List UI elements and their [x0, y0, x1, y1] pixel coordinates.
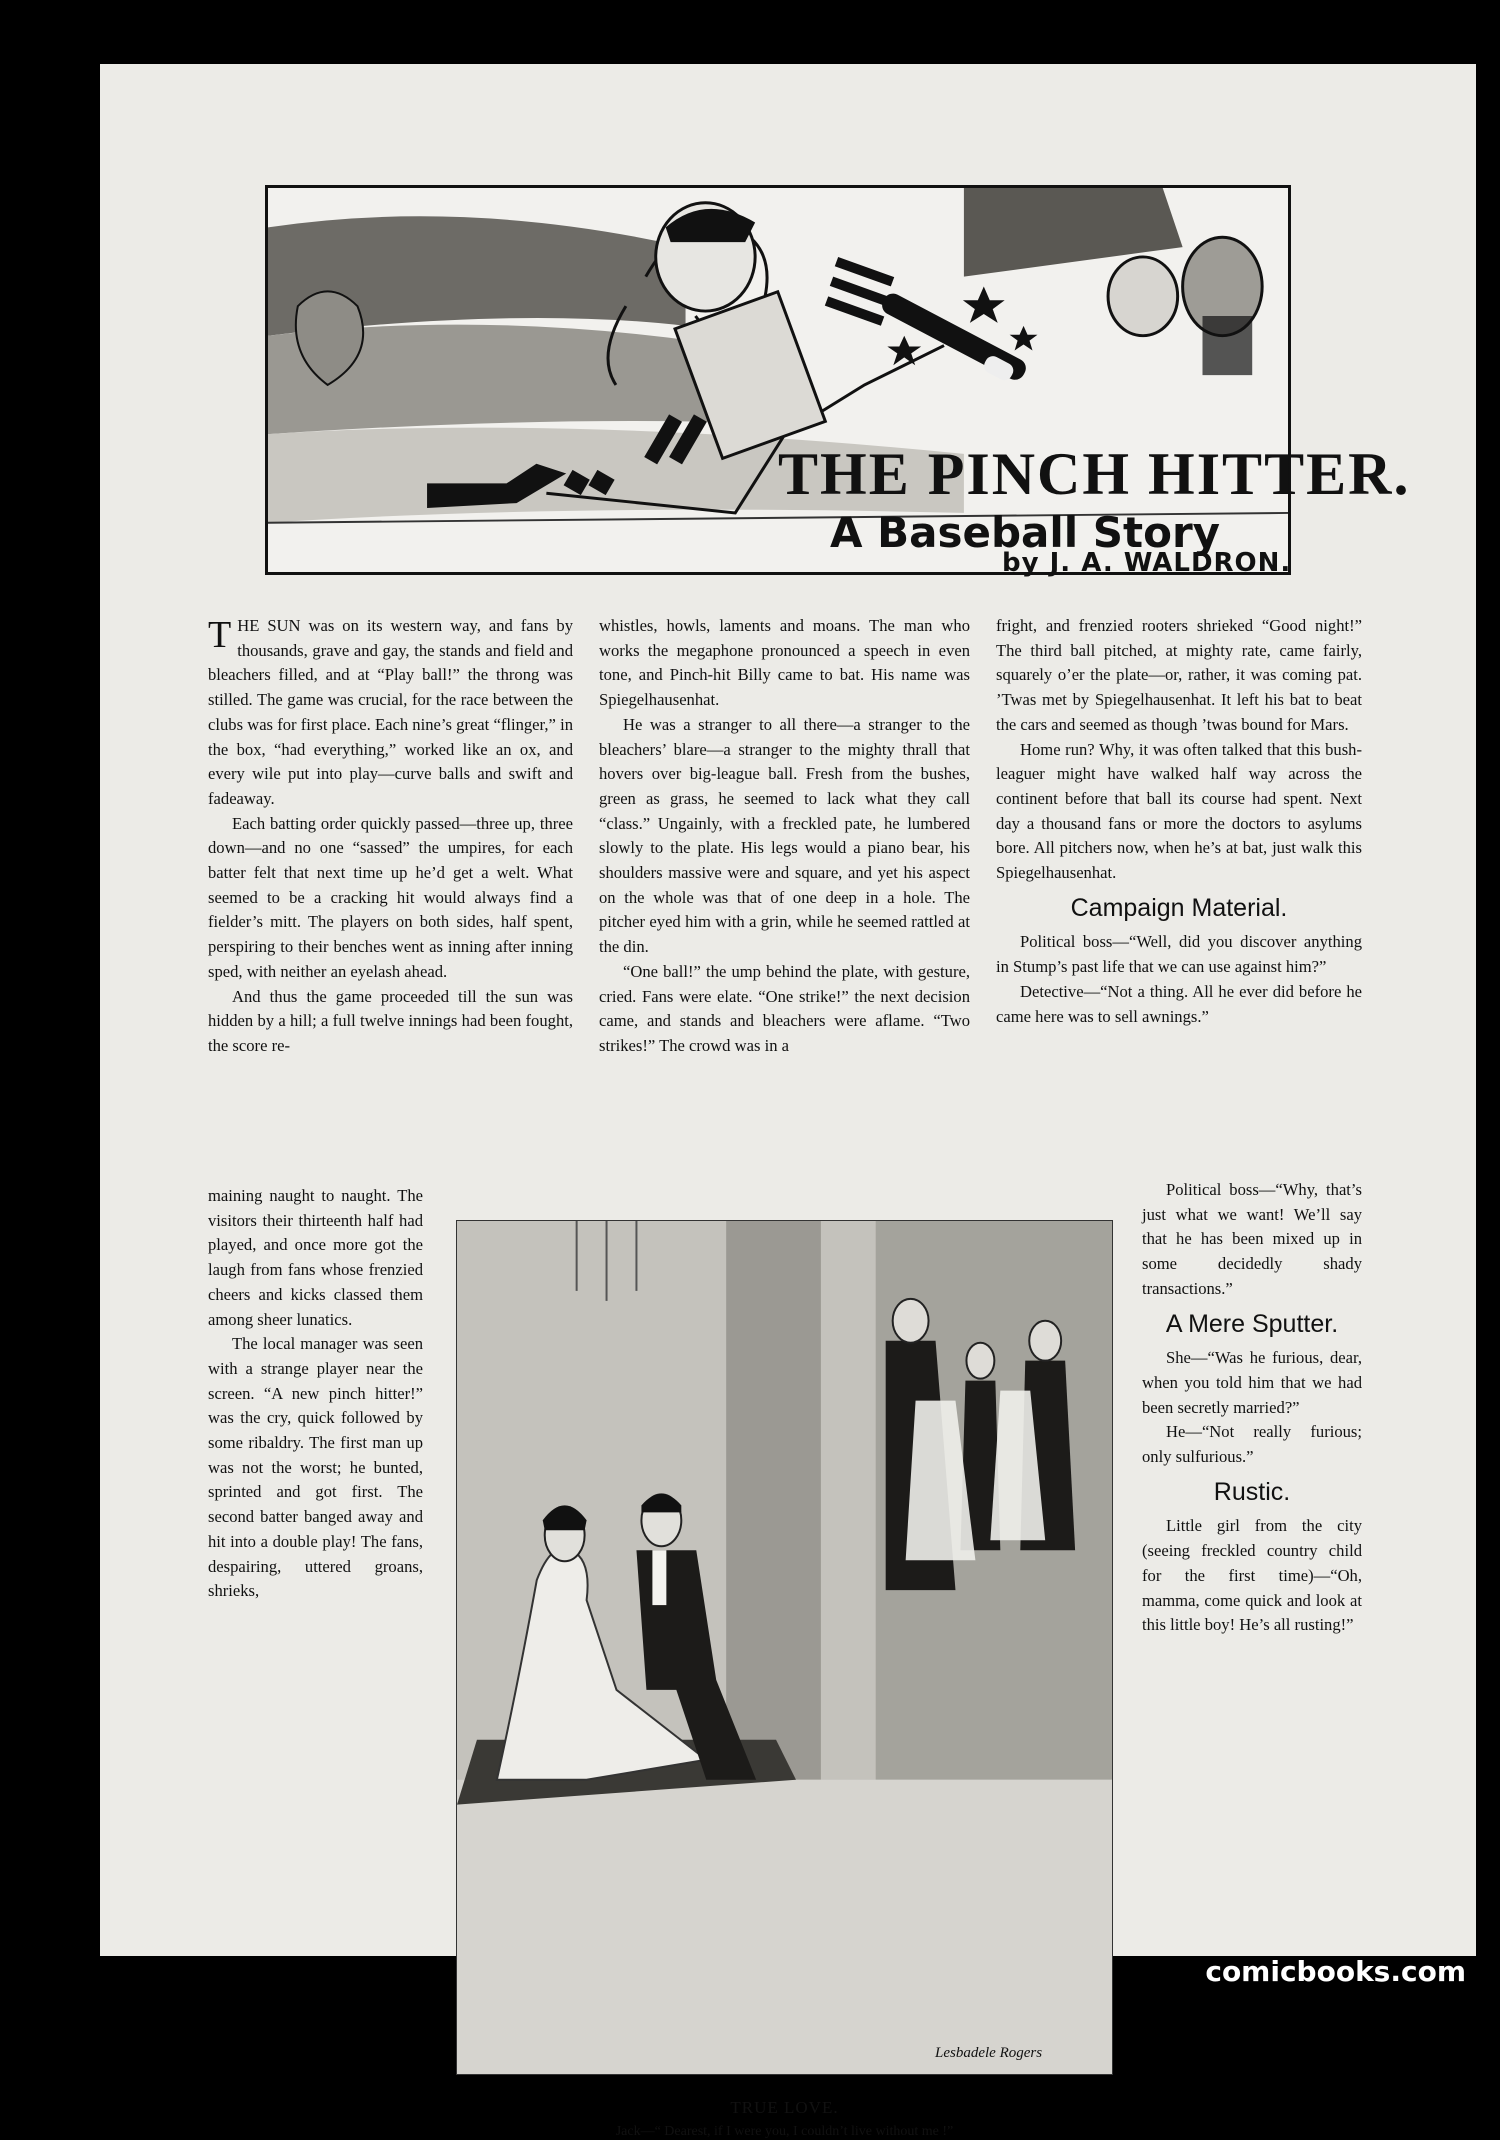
- dancing-couple-drawing: [457, 1221, 1112, 2074]
- artist-signature: Lesbadele Rogers: [935, 2045, 1043, 2061]
- story-paragraph-6: “One ball!” the ump behind the plate, with gesture, cried. Fans were elate. “One strike!” the next decision came, and stands and bleachers were aflame. “Two strikes!” The crowd was in a: [599, 961, 970, 1055]
- joke-sputter-line-1: She—“Was he furious, dear, when you told him that we had been secretly married?”: [1142, 1348, 1362, 1417]
- joke-campaign-line-3: Political boss—“Why, that’s just what we want! We’ll say that he has been mixed up in some decidedly shady transactions.”: [1142, 1180, 1362, 1298]
- joke-campaign-line-1: Political boss—“Well, did you discover anything in Stump’s past life that we can use against him?”: [996, 932, 1362, 977]
- watermark: comicbooks.com: [1205, 1955, 1466, 1988]
- story-column-1: [208, 614, 573, 1174]
- story-paragraph-5: He was a stranger to all there—a stranger to the bleachers’ blare—a stranger to the mighty thrall that hovers over big-league ball. Fresh from the bushes, green as grass, he seemed to lack what they call “class.” Ungainly, with a freckled pate, he lumbered slowly to the plate. His legs would a piano bear, his shoulders massive were and square, and yet his aspect on the whole was that of one deep in a hole. The pitcher eyed him with a grin, while he seemed rattled at the din.: [599, 714, 970, 957]
- story-paragraph-6-cont: fright, and frenzied rooters shrieked “Good night!” The third ball pitched, at mighty rate, came fairly, squarely o’er the plate—or, rather, it was coming pat. ’Twas met by Spiegelhausenhat. It left his bat to beat the cars and seemed as though ’twas bound for Mars.: [996, 616, 1362, 734]
- illustration-caption-line: Jack—“ Dearest, if I were you, I couldn’t live without me !”: [615, 2124, 954, 2139]
- story-title: THE PINCH HITTER.: [778, 441, 1411, 507]
- joke-sputter-line-2: He—“Not really furious; only sulfurious.”: [1142, 1422, 1362, 1467]
- story-paragraph-1: THE SUN was on its western way, and fans by thousands, grave and gay, the stands and field and bleachers filled, and at “Play ball!” the throng was stilled. The game was crucial, for the race between the clubs was for first place. Each nine’s great “flinger,” in the box, “had everything,” worked like an ox, and every wile put into play—curve balls and swift and fadeaway.: [208, 614, 573, 808]
- story-byline: by J. A. WALDRON.: [1002, 548, 1292, 578]
- story-paragraph-2: Each batting order quickly passed—three up, three down—and no one “sassed” the umpires, for each batter felt that next time up he’d get a welt. What seemed to be a cracking hit would always find a fielder’s mitt. The players on both sides, half spent, perspiring to their benches went as inning after inning sped, with neither an eyelash ahead.: [208, 813, 573, 981]
- story-paragraph-7: Home run? Why, it was often talked that this bush-leaguer might have walked half way across the continent before that ball its course had spent. Next day a thousand fans or more the doctors to asylums bore. All pitchers now, when he’s at bat, just walk this Spiegelhausenhat.: [996, 739, 1362, 883]
- joke-heading-sputter: A Mere Sputter.: [1165, 1309, 1339, 1338]
- story-column-3: [996, 614, 1362, 1171]
- joke-heading-rustic: Rustic.: [1213, 1477, 1291, 1506]
- joke-heading-campaign: Campaign Material.: [1070, 893, 1288, 922]
- story-paragraph-4-cont: whistles, howls, laments and moans. The man who works the megaphone pronounced a speech in even tone, and Pinch-hit Billy came to bat. His name was Spiegelhausenhat.: [599, 616, 970, 710]
- illustration-caption-title: TRUE LOVE.: [730, 2098, 839, 2117]
- jokes-column: [1142, 1178, 1362, 1768]
- story-paragraph-3-cont: maining naught to naught. The visitors their thirteenth half had played, and once more got the laugh from fans whose frenzied cheers and kicks classed them among sheer lunatics.: [208, 1186, 423, 1329]
- story-subtitle: A Baseball Story: [830, 508, 1221, 557]
- story-paragraph-3: And thus the game proceeded till the sun was hidden by a hill; a full twelve innings had been fought, the score re-: [208, 986, 573, 1055]
- story-column-2: [599, 614, 970, 1184]
- story-column-1-narrow: [208, 1184, 423, 1759]
- joke-rustic-line-1: Little girl from the city (seeing freckled country child for the first time)—“Oh, mamma, come quick and look at this little boy! He’s all rusting!”: [1142, 1516, 1362, 1635]
- ballroom-illustration: [456, 1220, 1113, 2075]
- drop-cap: T: [208, 614, 232, 656]
- story-paragraph-4: The local manager was seen with a strange player near the screen. “A new pinch hitter!” was the cry, quick followed by some ribaldry. The first man up was not the worst; he bunted, sprinted and got first. The second batter banged away and hit into a double play! The fans, despairing, uttered groans, shrieks,: [208, 1334, 423, 1601]
- joke-campaign-line-2: Detective—“Not a thing. All he ever did before he came here was to sell awnings.”: [996, 981, 1362, 1026]
